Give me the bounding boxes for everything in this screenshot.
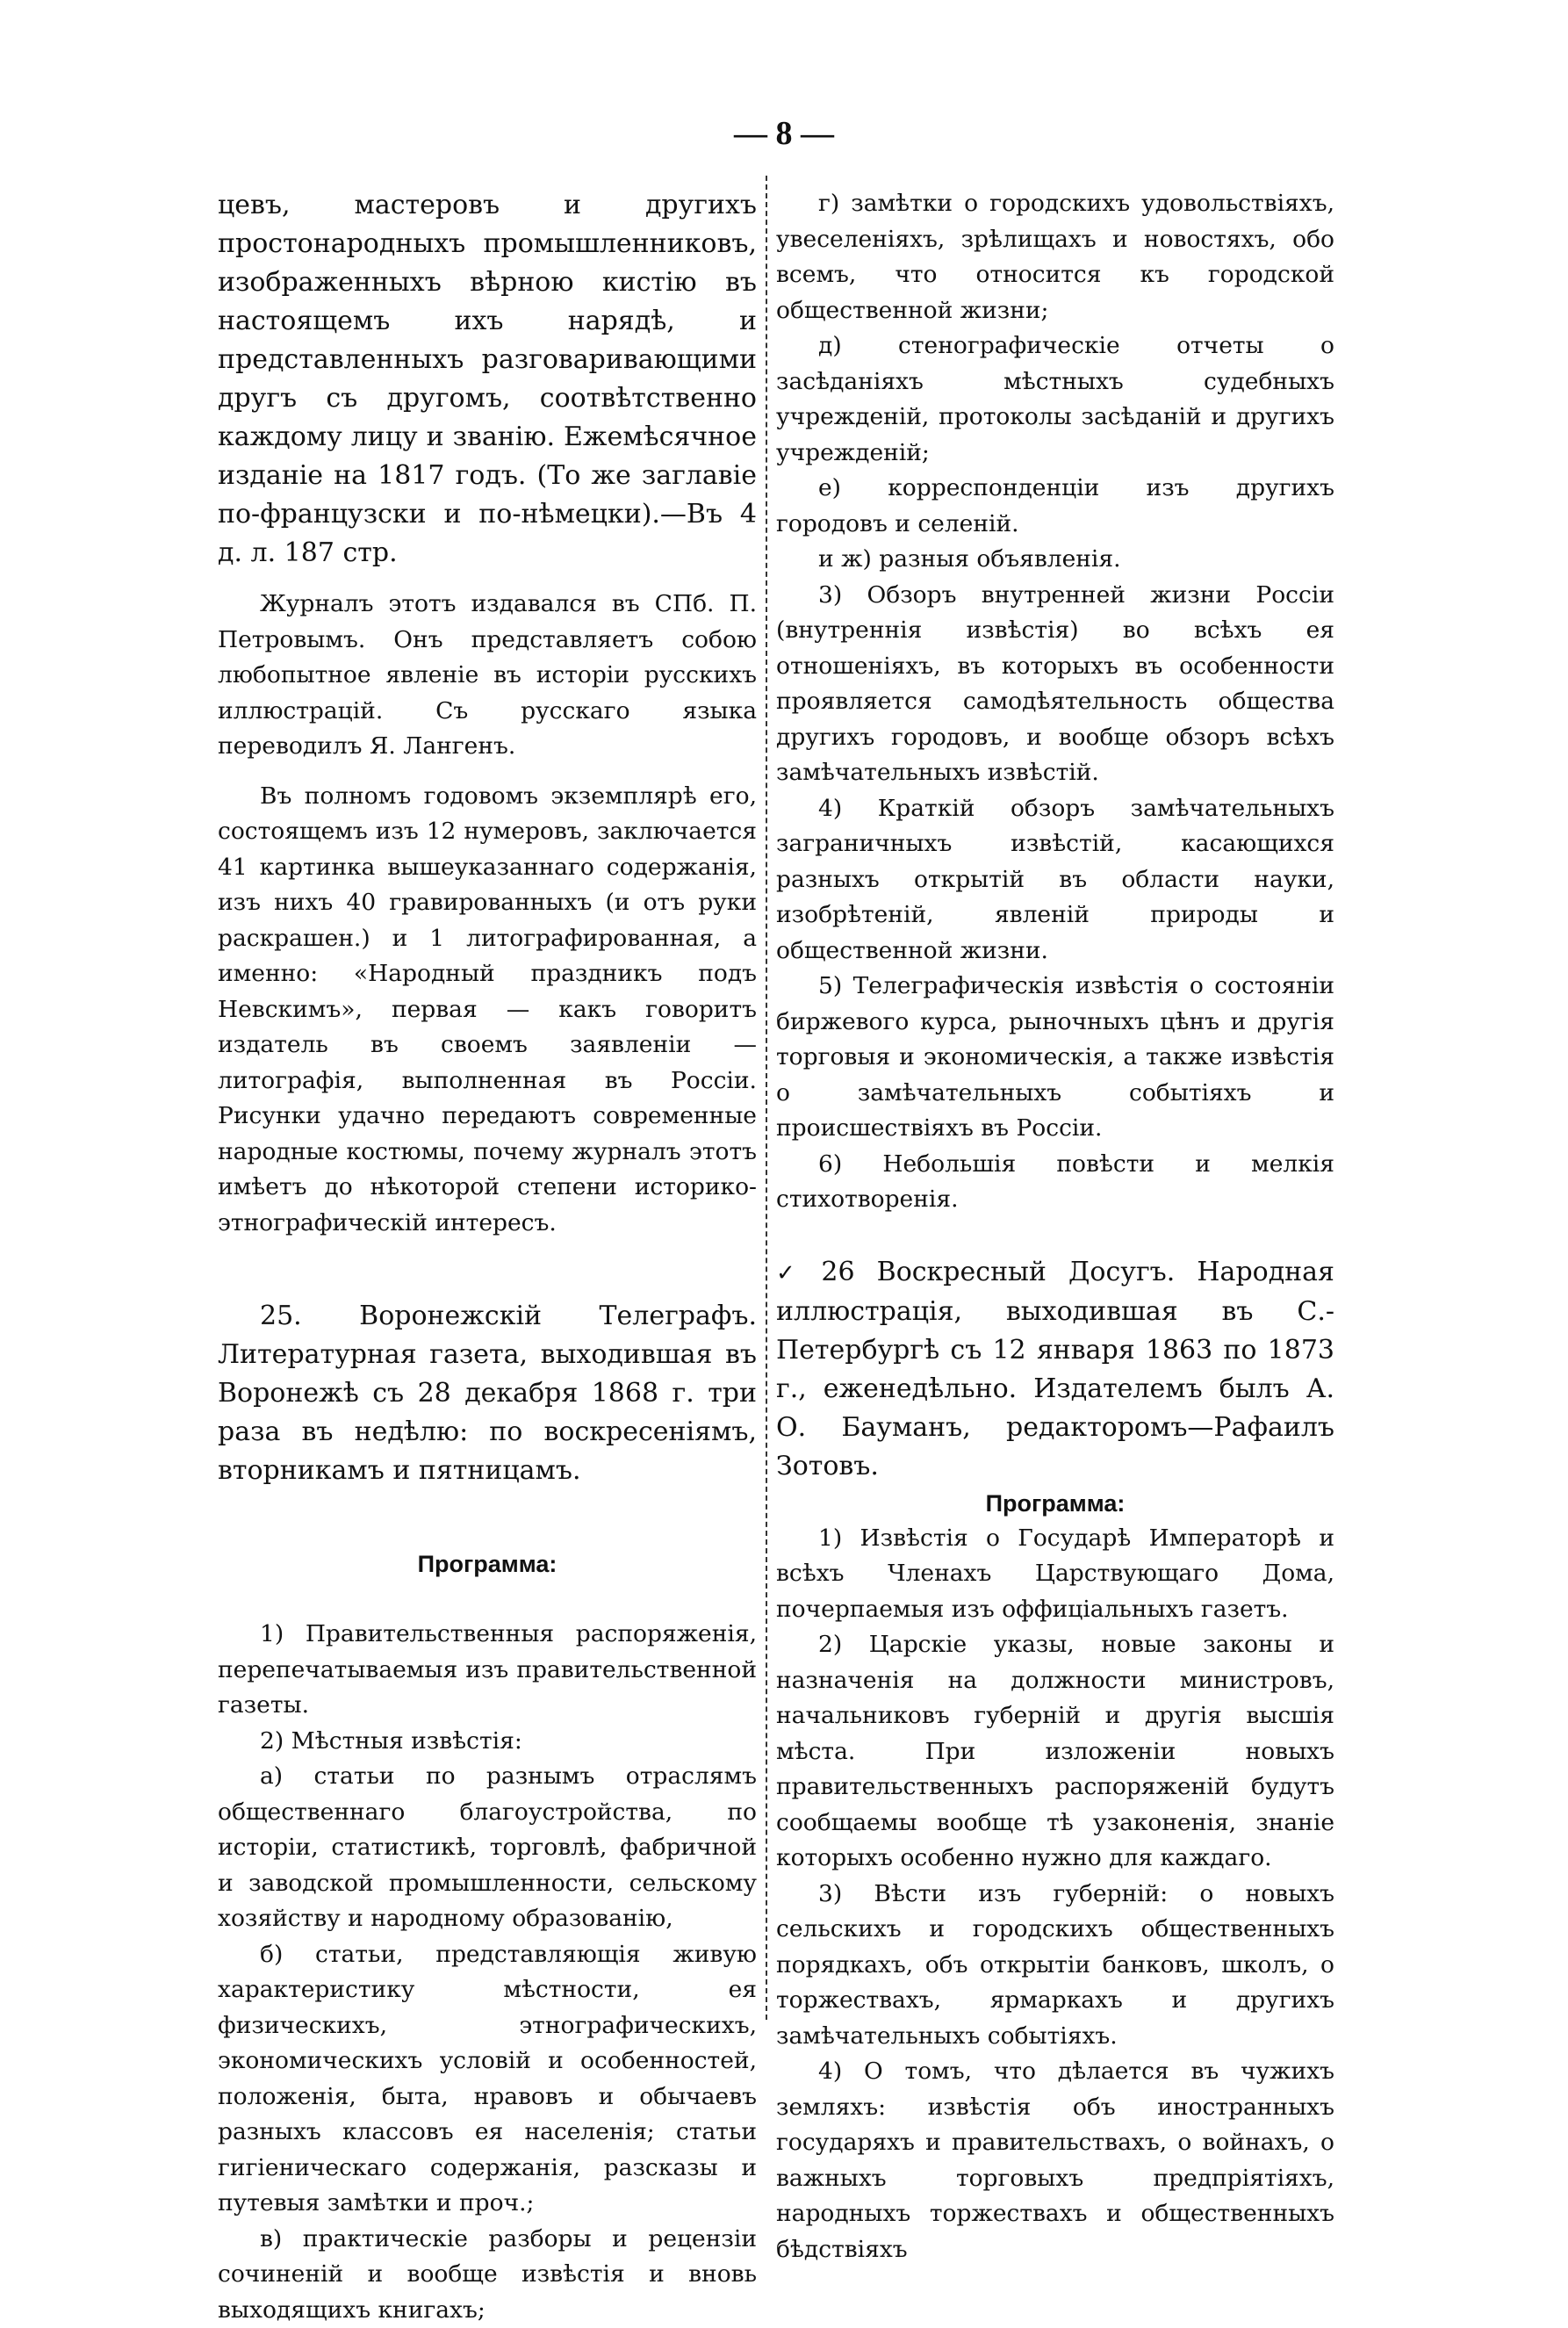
list-item: 2) Царскіе указы, новые законы и назначенія на должности министровъ, начальниковъ губерній и другія высшія мѣста. При изложеніи новыхъ правительственныхъ распоряженій будутъ сообщаемы вообще тѣ узаконенія, знаніе которыхъ особенно нужно для каждаго. [776,1627,1334,1877]
left-column [218,186,757,2039]
list-item: 1) Правительственныя распоряженія, перепечатываемыя изъ правительственной газеты. [218,1617,757,1724]
right-column [776,186,1334,2039]
list-item: б) статьи, представляющія живую характеристику мѣстности, ея физическихъ, этнографическихъ, экономическихъ условій и особенностей, положенія, быта, нравовъ и обычаевъ разныхъ классовъ ея населенія; статьи гигіеническаго содержанія, разсказы и путевыя замѣтки и проч.; [218,1937,757,2222]
entry-25-title: 25. Воронежскій Телеграфъ. Литературная газета, выходившая въ Воронежѣ съ 28 декабря 1868 г. три раза въ недѣлю: по воскресеніямъ, вторникамъ и пятницамъ. [218,1297,757,1490]
list-item: 5) Телеграфическія извѣстія о состояніи биржевого курса, рыночныхъ цѣнъ и другія торговыя и экономическія, а также извѣстія о замѣчательныхъ событіяхъ и происшествіяхъ въ Россіи. [776,969,1334,1147]
entry-24-note-2: Въ полномъ годовомъ экземплярѣ его, состоящемъ изъ 12 нумеровъ, заключается 41 картинка вышеуказаннаго содержанія, изъ нихъ 40 гравированныхъ (и отъ руки раскрашен.) и 1 литографированная, а именно: «Народный праздникъ подъ Невскимъ», первая — какъ говоритъ издатель въ своемъ заявленіи — литографія, выполненная въ Россіи. Рисунки удачно передаютъ современные народные костюмы, почему журналъ этотъ имѣетъ до нѣкоторой степени историко-этнографическій интересъ. [218,779,757,1242]
entry-24-continuation: цевъ, мастеровъ и другихъ простонародныхъ промышленниковъ, изображенныхъ вѣрною кистію въ настоящемъ ихъ нарядѣ, и представленныхъ разговаривающими другъ съ другомъ, соотвѣтственно каждому лицу и званію. Ежемѣсячное изданіе на 1817 годъ. (То же заглавіе по-французски и по-нѣмецки).—Въ 4 д. л. 187 стр. [218,186,757,573]
list-item: 4) Краткій обзоръ замѣчательныхъ заграничныхъ извѣстій, касающихся разныхъ открытій въ области науки, изобрѣтеній, явленій природы и общественной жизни. [776,791,1334,969]
entry-26-paragraph [776,1253,1334,1486]
page-number: — 8 — [0,114,1568,153]
list-item: д) стенографическіе отчеты о засѣданіяхъ мѣстныхъ судебныхъ учрежденій, протоколы засѣданій и другихъ учрежденій; [776,328,1334,471]
program-heading-right: Программа: [776,1486,1334,1521]
list-item: 2) Мѣстныя извѣстія: [218,1724,757,1760]
list-item: 6) Небольшія повѣсти и мелкія стихотворенія. [776,1147,1334,1218]
list-item: и ж) разныя объявленія. [776,542,1334,578]
list-item: е) корреспонденціи изъ другихъ городовъ и селеній. [776,471,1334,542]
list-item: в) практическіе разборы и рецензіи сочиненій и вообще извѣстія и вновь выходящихъ книгахъ; [218,2222,757,2328]
list-item: 1) Извѣстія о Государѣ Императорѣ и всѣхъ Членахъ Царствующаго Дома, почерпаемыя изъ оффиціальныхъ газетъ. [776,1521,1334,1628]
entry-24-note-1: Журналъ этотъ издавался въ СПб. П. Петровымъ. Онъ представляетъ собою любопытное явленіе въ исторіи русскихъ иллюстрацій. Съ русскаго языка переводилъ Я. Лангенъ. [218,587,757,765]
check-mark-icon: ✓ [776,1260,809,1287]
column-divider [766,176,767,2020]
entry-26-title: 26 Воскресный Досугъ. Народная иллюстрація, выходившая въ С.-Петербургѣ съ 12 января 1863 по 1873 г., еженедѣльно. Издателемъ былъ А. О. Бауманъ, редакторомъ—Рафаилъ Зотовъ. [776,1257,1334,1481]
list-item: 4) О томъ, что дѣлается въ чужихъ земляхъ: извѣстія объ иностранныхъ государяхъ и правительствахъ, о войнахъ, о важныхъ торговыхъ предпріятіяхъ, народныхъ торжествахъ и общественныхъ бѣдствіяхъ [776,2054,1334,2267]
list-item: 3) Вѣсти изъ губерній: о новыхъ сельскихъ и городскихъ общественныхъ порядкахъ, объ открытіи банковъ, школъ, о торжествахъ, ярмаркахъ и другихъ замѣчательныхъ событіяхъ. [776,1877,1334,2055]
list-item: 3) Обзоръ внутренней жизни Россіи (внутреннія извѣстія) во всѣхъ ея отношеніяхъ, въ которыхъ въ особенности проявляется самодѣятельность общества другихъ городовъ, и вообще обзоръ всѣхъ замѣчательныхъ извѣстій. [776,578,1334,791]
list-item: а) статьи по разнымъ отраслямъ общественнаго благоустройства, по исторіи, статистикѣ, торговлѣ, фабричной и заводской промышленности, сельскому хозяйству и народному образованію, [218,1759,757,1937]
list-item: г) замѣтки о городскихъ удовольствіяхъ, увеселеніяхъ, зрѣлищахъ и новостяхъ, обо всемъ, что относится къ городской общественной жизни; [776,186,1334,328]
program-heading-left: Программа: [218,1546,757,1582]
